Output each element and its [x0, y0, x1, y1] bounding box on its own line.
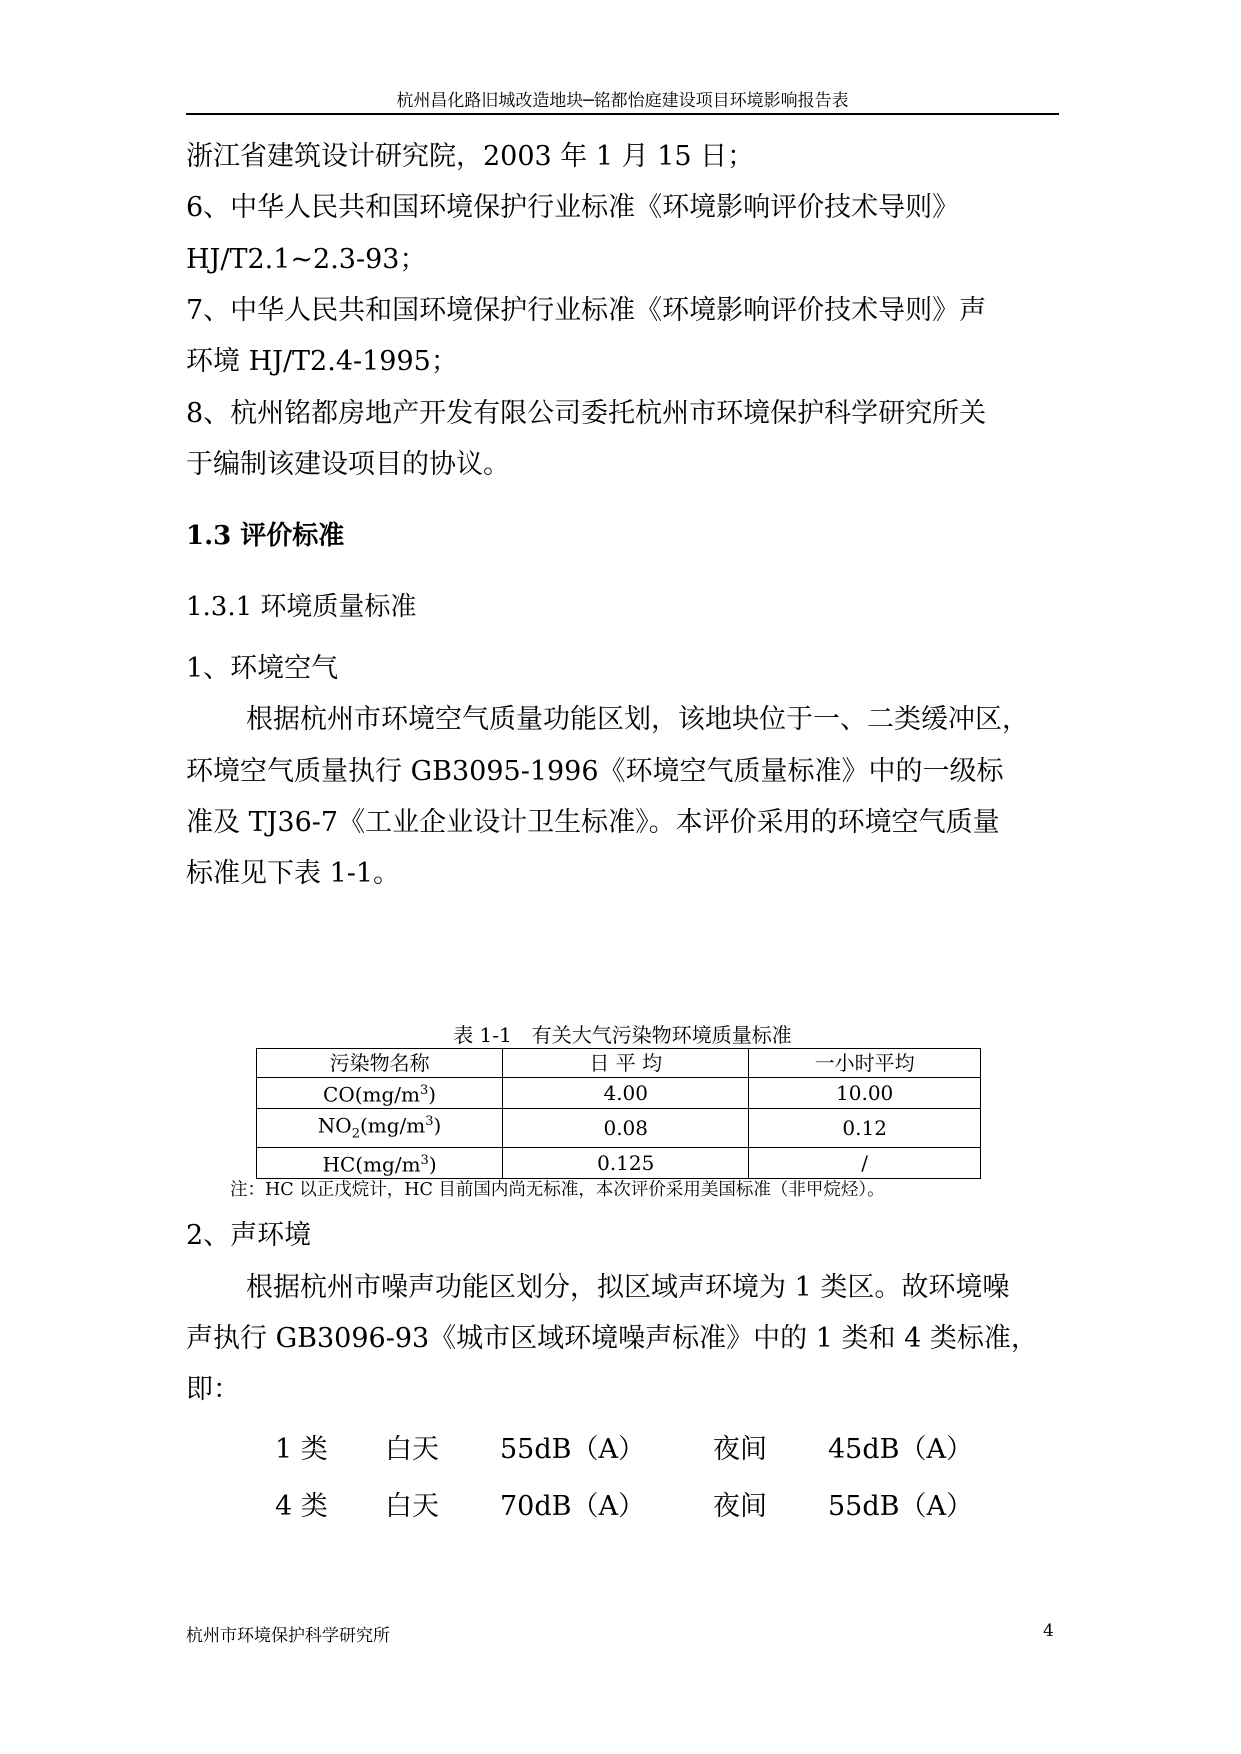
hourly-value-cell: 0.12: [749, 1108, 981, 1148]
noise-paragraph-line-2: 声执行 GB3096-93《城市区域环境噪声标准》中的 1 类和 4 类标准，: [186, 1323, 1038, 1354]
noise-class: 4 类: [275, 1491, 328, 1522]
pollutant-standards-table: [256, 1048, 981, 1179]
column-header-hourly: 一小时平均: [749, 1049, 981, 1078]
air-title: 1、环境空气: [186, 653, 339, 684]
subsection-heading: 1.3.1 环境质量标准: [186, 592, 417, 622]
body-line-6: 8、杭州铭都房地产开发有限公司委托杭州市环境保护科学研究所关: [186, 398, 987, 429]
daily-value-cell: 4.00: [503, 1078, 749, 1109]
body-line-1: 浙江省建筑设计研究院，2003 年 1 月 15 日；: [186, 141, 755, 172]
body-line-7: 于编制该建设项目的协议。: [186, 449, 510, 480]
day-value: 70dB（A）: [500, 1491, 645, 1522]
noise-class: 1 类: [275, 1434, 328, 1465]
page-number: 4: [1043, 1621, 1054, 1641]
column-header-pollutant: 污染物名称: [257, 1049, 503, 1078]
hourly-value-cell: 10.00: [749, 1078, 981, 1109]
page-header-title: 杭州昌化路旧城改造地块─铭都怡庭建设项目环境影响报告表: [396, 91, 849, 111]
table-caption: 表 1-1 有关大气污染物环境质量标准: [453, 1023, 792, 1047]
air-paragraph-line-3: 准及 TJ36-7《工业企业设计卫生标准》。本评价采用的环境空气质量: [186, 807, 1000, 838]
day-label: 白天: [385, 1491, 439, 1522]
table-header-row: [257, 1049, 981, 1078]
pollutant-name-cell: $HC(mg/m^3)$: [257, 1148, 503, 1179]
noise-paragraph-line-3: 即：: [186, 1374, 240, 1405]
table-row: [257, 1108, 981, 1148]
night-value: 45dB（A）: [828, 1434, 973, 1465]
body-line-4: 7、中华人民共和国环境保护行业标准《环境影响评价技术导则》声: [186, 295, 987, 326]
header-divider: [186, 113, 1059, 115]
daily-value-cell: 0.08: [503, 1108, 749, 1148]
column-header-daily: 日 平 均: [503, 1049, 749, 1078]
table-row: [257, 1078, 981, 1109]
night-label: 夜间: [713, 1434, 767, 1465]
air-paragraph-line-1: 根据杭州市环境空气质量功能区划，该地块位于一、二类缓冲区，: [246, 704, 1029, 735]
table-note: 注：HC 以正戊烷计，HC 目前国内尚无标准，本次评价采用美国标准（非甲烷烃）。: [230, 1180, 885, 1200]
body-line-2: 6、中华人民共和国环境保护行业标准《环境影响评价技术导则》: [186, 192, 960, 223]
body-line-3: HJ/T2.1~2.3-93；: [186, 244, 427, 275]
body-line-5: 环境 HJ/T2.4-1995；: [186, 346, 458, 377]
footer-organization: 杭州市环境保护科学研究所: [186, 1626, 390, 1646]
daily-value-cell: 0.125: [503, 1148, 749, 1179]
noise-title: 2、声环境: [186, 1220, 312, 1251]
air-paragraph-line-4: 标准见下表 1-1。: [186, 858, 401, 889]
table-row: [257, 1148, 981, 1179]
day-value: 55dB（A）: [500, 1434, 645, 1465]
day-label: 白天: [385, 1434, 439, 1465]
hourly-value-cell: /: [749, 1148, 981, 1179]
night-value: 55dB（A）: [828, 1491, 973, 1522]
night-label: 夜间: [713, 1491, 767, 1522]
pollutant-name-cell: $CO(mg/m^3)$: [257, 1078, 503, 1109]
air-paragraph-line-2: 环境空气质量执行 GB3095-1996《环境空气质量标准》中的一级标: [186, 756, 1004, 787]
noise-paragraph-line-1: 根据杭州市噪声功能区划分，拟区域声环境为 1 类区。故环境噪: [246, 1272, 1010, 1303]
pollutant-name-cell: $NO_2(mg/m^3)$: [257, 1108, 503, 1148]
section-heading: 1.3 评价标准: [186, 521, 345, 551]
